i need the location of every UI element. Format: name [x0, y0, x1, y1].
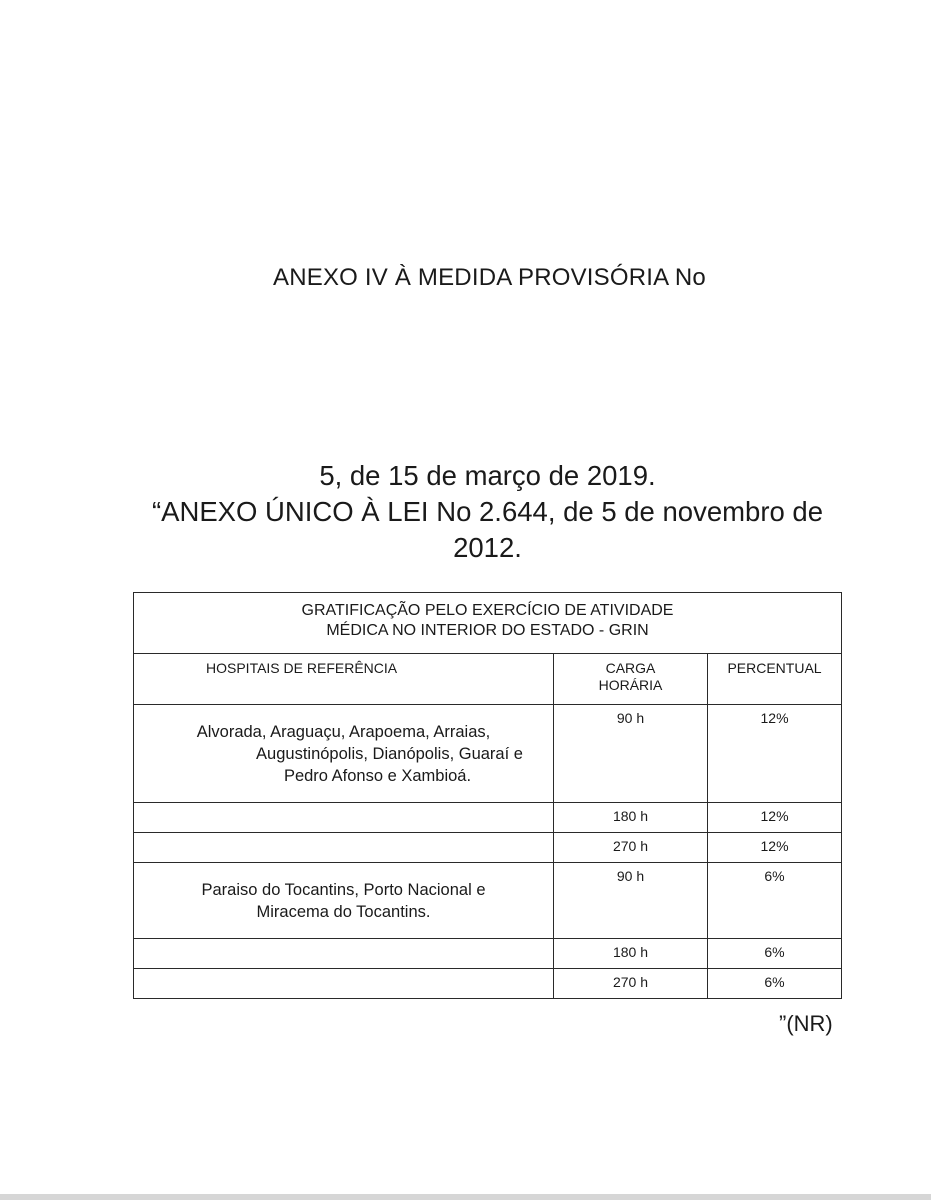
- grin-table: [133, 592, 842, 999]
- empty-hospital-cell: [134, 803, 554, 833]
- header-workload: [554, 654, 708, 705]
- empty-hospital-cell: [134, 833, 554, 863]
- annex-title: ANEXO IV À MEDIDA PROVISÓRIA No: [273, 264, 706, 291]
- percent-cell: 6%: [708, 969, 842, 999]
- percent-cell: 12%: [708, 803, 842, 833]
- table-header-row: [134, 654, 842, 705]
- percent-cell: 6%: [708, 863, 842, 939]
- table-title-line-1: GRATIFICAÇÃO PELO EXERCÍCIO DE ATIVIDADE: [301, 602, 674, 619]
- table-row: [134, 833, 842, 863]
- empty-hospital-cell: [134, 969, 554, 999]
- percent-cell: 12%: [708, 833, 842, 863]
- law-line-1: “ANEXO ÚNICO À LEI No 2.644, de 5 de novembro de: [151, 496, 824, 527]
- law-line-2: 2012.: [453, 532, 522, 563]
- workload-cell: 270 h: [554, 969, 708, 999]
- workload-cell: 90 h: [554, 705, 708, 803]
- empty-hospital-cell: [134, 939, 554, 969]
- date-line: 5, de 15 de março de 2019.: [319, 460, 656, 491]
- workload-cell: 90 h: [554, 863, 708, 939]
- header-percentage: PERCENTUAL: [708, 654, 842, 705]
- table-row: [134, 803, 842, 833]
- hospital-group-1-line-2: Augustinópolis, Dianópolis, Guaraí e: [256, 744, 523, 763]
- table-row: [134, 939, 842, 969]
- workload-cell: 180 h: [554, 803, 708, 833]
- table-row: [134, 969, 842, 999]
- hospital-group-1-line-3: Pedro Afonso e Xambioá.: [283, 766, 472, 785]
- hospital-group-2: [134, 863, 554, 939]
- workload-cell: 180 h: [554, 939, 708, 969]
- hospital-group-1: [134, 705, 554, 803]
- page-bottom-edge: [0, 1194, 931, 1200]
- percent-cell: 6%: [708, 939, 842, 969]
- table-title-line-2: MÉDICA NO INTERIOR DO ESTADO - GRIN: [326, 622, 649, 639]
- percent-cell: 12%: [708, 705, 842, 803]
- hospital-group-2-line-2: Miracema do Tocantins.: [256, 902, 431, 921]
- workload-cell: 270 h: [554, 833, 708, 863]
- hospital-group-1-line-1: Alvorada, Araguaçu, Arapoema, Arraias,: [196, 722, 491, 741]
- hospital-group-2-line-1: Paraiso do Tocantins, Porto Nacional e: [201, 880, 486, 899]
- table-title-cell: [134, 593, 842, 654]
- closing-mark: ”(NR): [779, 1011, 833, 1036]
- header-workload-line-1: CARGA: [605, 660, 656, 676]
- header-workload-line-2: HORÁRIA: [598, 677, 663, 693]
- header-hospitals: HOSPITAIS DE REFERÊNCIA: [134, 654, 554, 705]
- table-row: [134, 705, 842, 803]
- law-reference-heading: [0, 458, 931, 566]
- table-title-row: [134, 593, 842, 654]
- table-row: [134, 863, 842, 939]
